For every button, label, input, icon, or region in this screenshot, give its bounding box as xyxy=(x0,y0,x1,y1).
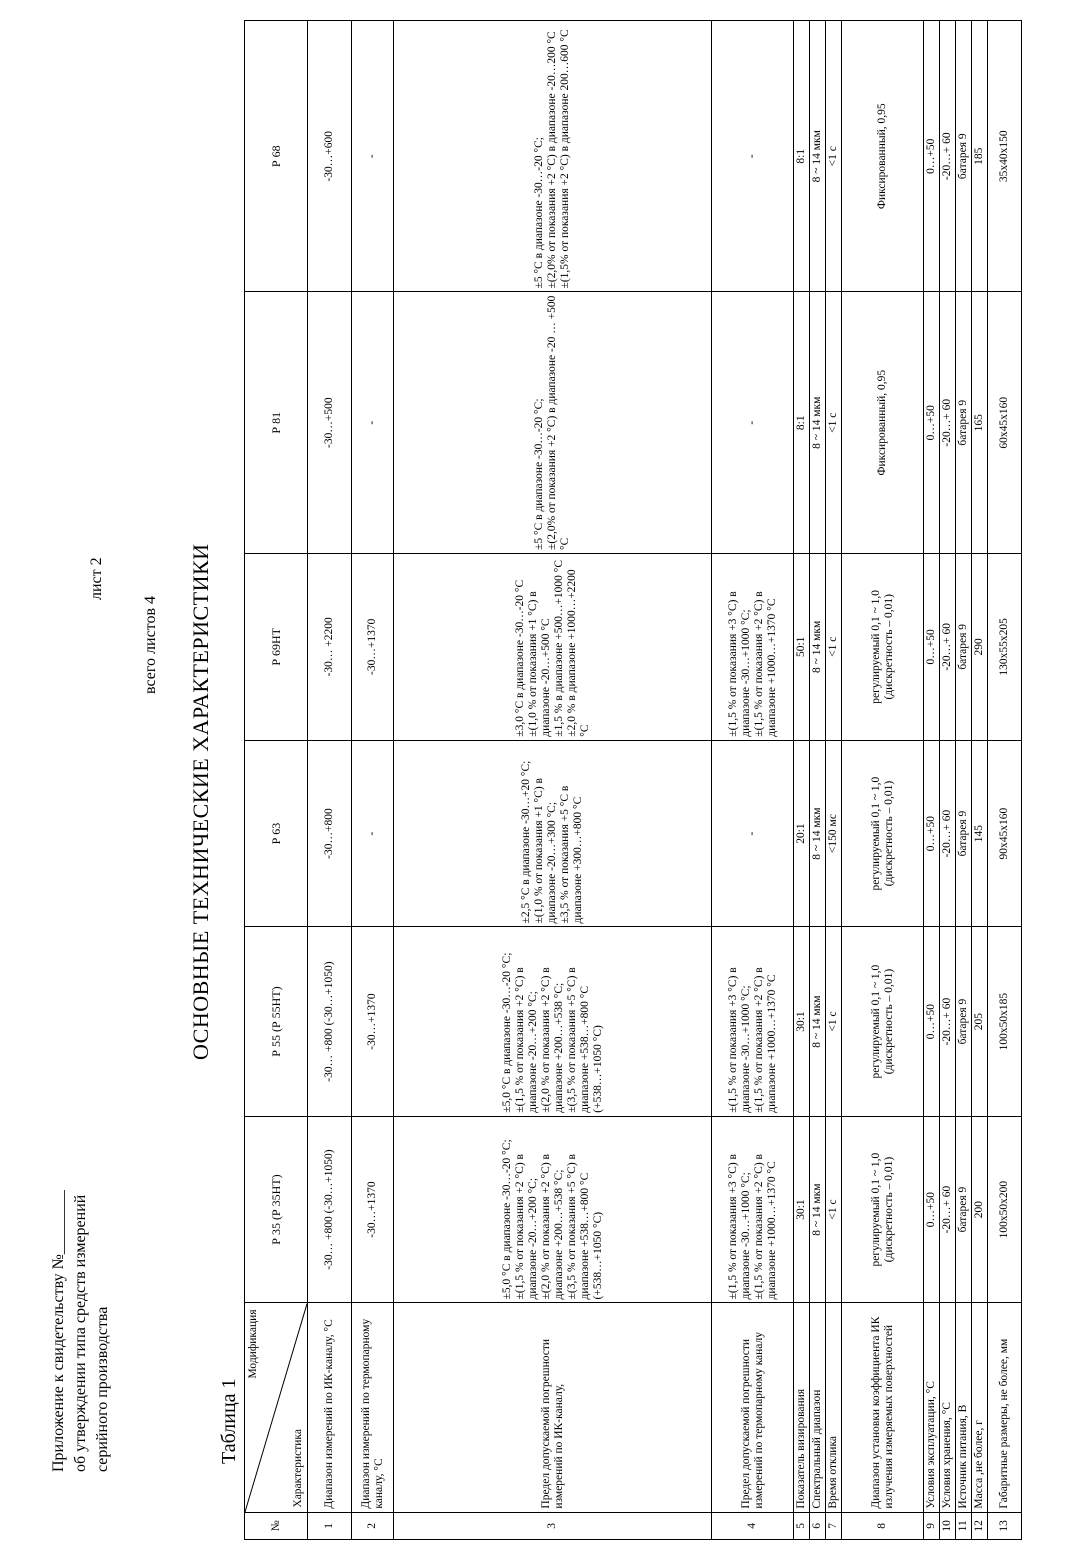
table-cell: 8 ~ 14 мкм xyxy=(810,1116,826,1303)
corner-modification: Модификация xyxy=(247,1309,259,1379)
row-characteristic: Источник питания, В xyxy=(956,1303,972,1512)
row-number: 12 xyxy=(972,1512,988,1539)
table-cell: - xyxy=(352,740,394,927)
table-cell: <1 с xyxy=(826,1116,842,1303)
spec-table xyxy=(244,20,1022,1540)
table-row xyxy=(956,21,972,1540)
sheets-total: всего листов 4 xyxy=(142,595,159,694)
table-cell: ±(1,5 % от показания +3 °С) в диапазоне -30…+1000 °С; ±(1,5 % от показания +2 °С) в диапазоне +1000…+1370 °С xyxy=(712,927,794,1116)
table-cell: 50:1 xyxy=(794,553,810,740)
table-cell: 130x55x205 xyxy=(988,553,1022,740)
model-header: Р 35 (Р 35НТ) xyxy=(245,1116,308,1303)
row-characteristic: Спектральный диапазон xyxy=(810,1303,826,1512)
row-characteristic: Показатель визирования xyxy=(794,1303,810,1512)
table-cell: 0…+50 xyxy=(924,21,940,292)
row-characteristic: Диапазон измерений по ИК-каналу, °С xyxy=(308,1303,352,1512)
table-cell: -30…+1370 xyxy=(352,553,394,740)
table-cell: 35x40x150 xyxy=(988,21,1022,292)
table-row xyxy=(794,21,810,1540)
page-title: ОСНОВНЫЕ ТЕХНИЧЕСКИЕ ХАРАКТЕРИСТИКИ xyxy=(188,543,213,1060)
table-row xyxy=(826,21,842,1540)
row-number: 10 xyxy=(940,1512,956,1539)
table-cell: 30:1 xyxy=(794,1116,810,1303)
table-cell: 145 xyxy=(972,740,988,927)
row-number: 7 xyxy=(826,1512,842,1539)
corner-header xyxy=(245,1303,308,1512)
table-cell: -30…+1370 xyxy=(352,1116,394,1303)
model-header: Р 68 xyxy=(245,21,308,292)
table-cell: батарея 9 xyxy=(956,927,972,1116)
table-cell: 165 xyxy=(972,292,988,553)
table-row xyxy=(842,21,924,1540)
table-cell: -30…+800 xyxy=(308,740,352,927)
table-cell: Фиксированный, 0,95 xyxy=(842,292,924,553)
table-cell: ±(1,5 % от показания +3 °С) в диапазоне -30…+1000 °С; ±(1,5 % от показания +2 °С) в диапазоне +1000…+1370 °С xyxy=(712,553,794,740)
header-line: Приложение к свидетельству №________ xyxy=(50,1190,67,1472)
row-characteristic: Предел допускаемой погрешности измерений по ИК-каналу, xyxy=(394,1303,712,1512)
model-header: Р 69НТ xyxy=(245,553,308,740)
table-cell: 100x50x200 xyxy=(988,1116,1022,1303)
table-cell: 30:1 xyxy=(794,927,810,1116)
model-header: Р 55 (Р 55НТ) xyxy=(245,927,308,1116)
row-number: 9 xyxy=(924,1512,940,1539)
table-cell: 0…+50 xyxy=(924,740,940,927)
table-cell: -30…+600 xyxy=(308,21,352,292)
table-cell: ±2,5 °С в диапазоне -30…+20 °С; ±(1,0 % от показания +1 °С) в диапазоне -20…+300 °С; ±3,5 % от показания +5 °С в диапазоне +300…+800 °С xyxy=(394,740,712,927)
table-cell: 200 xyxy=(972,1116,988,1303)
row-characteristic: Диапазон установки коэффициента ИК излучения измеряемых поверхностей xyxy=(842,1303,924,1512)
table-cell: 205 xyxy=(972,927,988,1116)
table-cell: регулируемый 0,1 ~ 1,0 (дискретность – 0,01) xyxy=(842,1116,924,1303)
table-cell: 8:1 xyxy=(794,21,810,292)
table-cell: -30… +800 (-30…+1050) xyxy=(308,927,352,1116)
table-cell: -20…+ 60 xyxy=(940,740,956,927)
corner-characteristic: Характеристика xyxy=(292,1429,304,1508)
row-number: 5 xyxy=(794,1512,810,1539)
table-cell: ±5,0 °С в диапазоне -30…-20 °С; ±(1,5 % от показания +2 °С) в диапазоне -20…+200 °С; ±(2,0 % от показания +2 °С) в диапазоне +200…+538 °С; ±(3,5 % от показания +5 °С) в диапазоне +538…+800 °С (+538…+1050 °С) xyxy=(394,1116,712,1303)
row-characteristic: Диапазон измерений по термопарному каналу, °С xyxy=(352,1303,394,1512)
table-cell: 0…+50 xyxy=(924,292,940,553)
table-cell: Фиксированный, 0,95 xyxy=(842,21,924,292)
table-cell: 0…+50 xyxy=(924,927,940,1116)
table-cell: ±5 °С в диапазоне -30…-20 °С; ±(2,0% от показания +2 °С) в диапазоне -20 … +500 °С xyxy=(394,292,712,553)
table-cell: <1 с xyxy=(826,927,842,1116)
table-header-row xyxy=(245,21,308,1540)
table-cell: - xyxy=(712,292,794,553)
table-cell: 8 ~ 14 мкм xyxy=(810,292,826,553)
model-header: Р 81 xyxy=(245,292,308,553)
table-cell: -20…+ 60 xyxy=(940,292,956,553)
header-line: об утверждении типа средств измерений xyxy=(72,1194,89,1472)
table-cell: <1 с xyxy=(826,292,842,553)
table-row xyxy=(308,21,352,1540)
row-characteristic: Условия эксплуатации, °С xyxy=(924,1303,940,1512)
row-number: 1 xyxy=(308,1512,352,1539)
table-cell: 8 ~ 14 мкм xyxy=(810,553,826,740)
row-characteristic: Предел допускаемой погрешности измерений по термопарному каналу xyxy=(712,1303,794,1512)
table-cell: 8 ~ 14 мкм xyxy=(810,740,826,927)
table-cell: <1 с xyxy=(826,553,842,740)
table-cell: -20…+ 60 xyxy=(940,553,956,740)
table-cell: - xyxy=(712,21,794,292)
table-cell: батарея 9 xyxy=(956,292,972,553)
table-cell: -30… +2200 xyxy=(308,553,352,740)
header-line: серийного производства xyxy=(94,1306,111,1472)
table-cell: - xyxy=(352,292,394,553)
table-row xyxy=(352,21,394,1540)
table-cell: -20…+ 60 xyxy=(940,21,956,292)
table-row xyxy=(810,21,826,1540)
table-cell: - xyxy=(712,740,794,927)
table-cell: ±5 °С в диапазоне -30…-20 °С; ±(2,0% от показания +2 °С) в диапазоне -20…200 °С ±(1,5% от показания +2 °С) в диапазоне 200…600 °С xyxy=(394,21,712,292)
table-cell: ±5,0 °С в диапазоне -30…-20 °С; ±(1,5 % от показания +2 °С) в диапазоне -20…+200 °С; ±(2,0 % от показания +2 °С) в диапазоне +200…+538 °С; ±(3,5 % от показания +5 °С) в диапазоне +538…+800 °С (+538…+1050 °С) xyxy=(394,927,712,1116)
row-number: 11 xyxy=(956,1512,972,1539)
table-row xyxy=(972,21,988,1540)
row-characteristic: Время отклика xyxy=(826,1303,842,1512)
table-cell: 20:1 xyxy=(794,740,810,927)
table-cell: <1 с xyxy=(826,21,842,292)
table-cell: батарея 9 xyxy=(956,21,972,292)
row-number: 13 xyxy=(988,1512,1022,1539)
num-header: № xyxy=(245,1512,308,1539)
table-label: Таблица 1 xyxy=(218,1378,240,1464)
sheet-number: лист 2 xyxy=(88,557,105,600)
table-cell: 0…+50 xyxy=(924,1116,940,1303)
table-cell: 185 xyxy=(972,21,988,292)
table-row xyxy=(988,21,1022,1540)
table-row xyxy=(940,21,956,1540)
table-cell: 0…+50 xyxy=(924,553,940,740)
table-cell: 60x45x160 xyxy=(988,292,1022,553)
table-cell: <150 мс xyxy=(826,740,842,927)
row-number: 6 xyxy=(810,1512,826,1539)
table-cell: 290 xyxy=(972,553,988,740)
table-cell: батарея 9 xyxy=(956,1116,972,1303)
row-number: 4 xyxy=(712,1512,794,1539)
table-cell: 8 ~ 14 мкм xyxy=(810,927,826,1116)
table-cell: батарея 9 xyxy=(956,553,972,740)
document-header xyxy=(48,1190,114,1472)
table-cell: 8 ~ 14 мкм xyxy=(810,21,826,292)
table-cell: 8:1 xyxy=(794,292,810,553)
row-number: 3 xyxy=(394,1512,712,1539)
table-cell: -20…+ 60 xyxy=(940,927,956,1116)
table-row xyxy=(712,21,794,1540)
model-header: Р 63 xyxy=(245,740,308,927)
table-cell: ±3,0 °С в диапазоне -30…-20 °С ±(1,0 % от показания +1 °С) в диапазоне -20…+500 °С ±1,5 % в диапазоне +500…+1000 °С ±2,0 % в диапазоне +1000…+2200 °С xyxy=(394,553,712,740)
table-cell: -30…+1370 xyxy=(352,927,394,1116)
table-cell: -20…+ 60 xyxy=(940,1116,956,1303)
table-cell: 100x50x185 xyxy=(988,927,1022,1116)
table-cell: - xyxy=(352,21,394,292)
table-cell: 90x45x160 xyxy=(988,740,1022,927)
table-row xyxy=(924,21,940,1540)
row-number: 2 xyxy=(352,1512,394,1539)
table-cell: ±(1,5 % от показания +3 °С) в диапазоне -30…+1000 °С; ±(1,5 % от показания +2 °С) в диапазоне +1000…+1370 °С xyxy=(712,1116,794,1303)
row-characteristic: Масса ,не более, г xyxy=(972,1303,988,1512)
table-cell: регулируемый 0,1 ~ 1,0 (дискретность – 0,01) xyxy=(842,740,924,927)
table-cell: регулируемый 0,1 ~ 1,0 (дискретность – 0,01) xyxy=(842,927,924,1116)
table-cell: регулируемый 0,1 ~ 1,0 (дискретность – 0,01) xyxy=(842,553,924,740)
table-cell: -30… +800 (-30…+1050) xyxy=(308,1116,352,1303)
table-cell: батарея 9 xyxy=(956,740,972,927)
row-number: 8 xyxy=(842,1512,924,1539)
table-row xyxy=(394,21,712,1540)
table-cell: -30…+500 xyxy=(308,292,352,553)
row-characteristic: Габаритные размеры, не более, мм xyxy=(988,1303,1022,1512)
row-characteristic: Условия хранения, °С xyxy=(940,1303,956,1512)
